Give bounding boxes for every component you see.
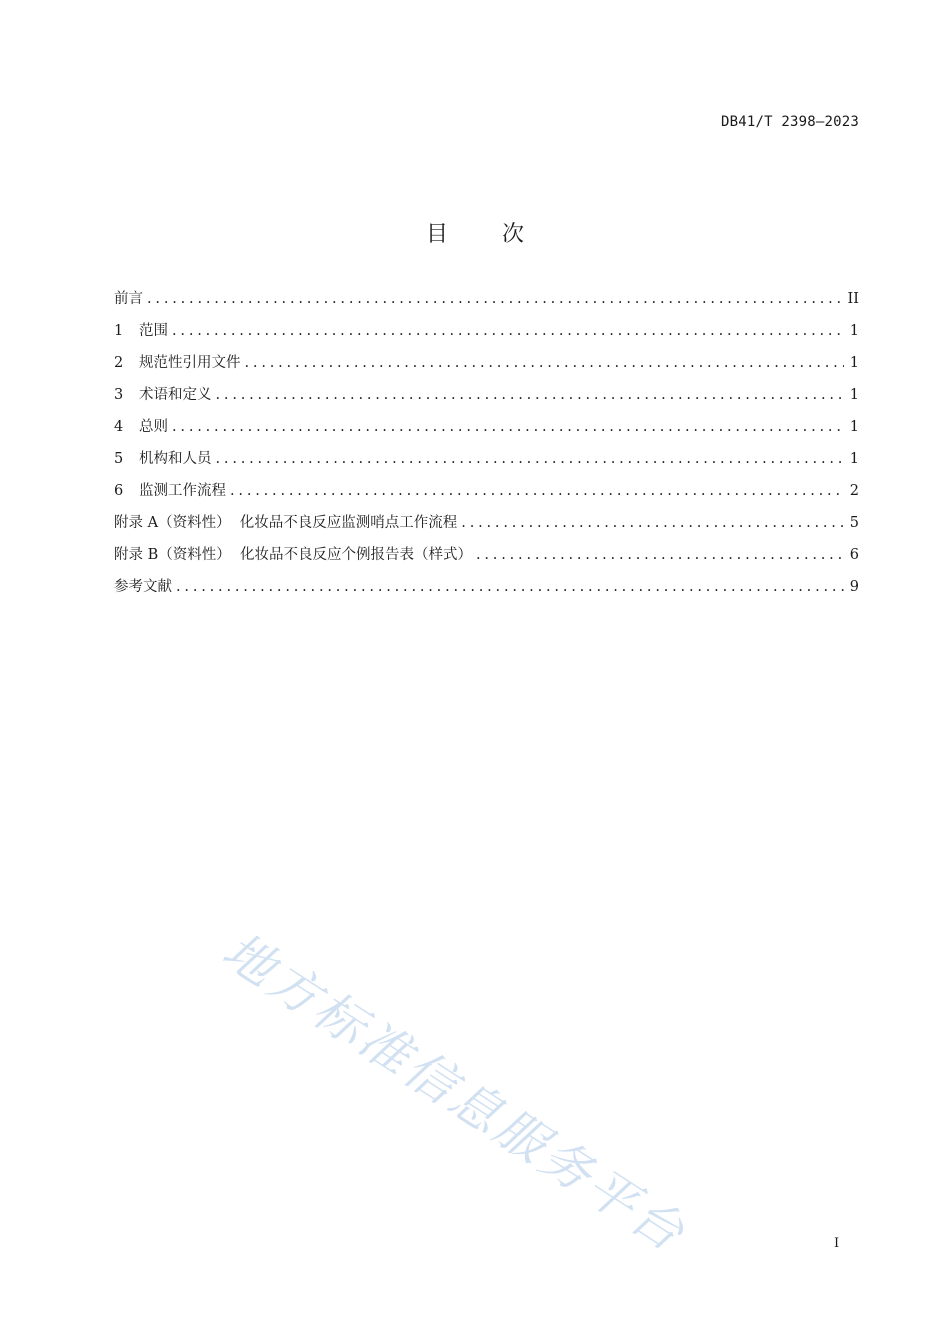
toc-entry-title: 术语和定义 — [139, 387, 212, 403]
page-title-char-2: 次 — [502, 221, 525, 247]
toc-page-number: 9 — [849, 579, 859, 595]
toc-entry-appendix-a[interactable] — [114, 513, 859, 545]
table-of-contents — [114, 289, 859, 609]
toc-leader-dots — [172, 321, 844, 341]
toc-entry-organization-personnel[interactable] — [114, 449, 859, 481]
toc-entry-title: 参考文献 — [114, 579, 172, 595]
toc-entry-foreword[interactable] — [114, 289, 859, 321]
toc-entry-number: 4 — [114, 419, 124, 435]
footer-page-number: I — [834, 1236, 840, 1251]
toc-entry-title: 范围 — [139, 323, 168, 339]
toc-leader-dots — [461, 513, 843, 533]
toc-leader-dots — [216, 385, 844, 405]
toc-page-number: 6 — [849, 547, 859, 563]
toc-page-number: 1 — [849, 323, 859, 339]
toc-entry-title: 监测工作流程 — [139, 483, 226, 499]
toc-entry-title: 前言 — [114, 291, 143, 307]
toc-page-number: 1 — [849, 387, 859, 403]
toc-entry-terms-definitions[interactable] — [114, 385, 859, 417]
toc-leader-dots — [476, 545, 844, 565]
toc-entry-title: 附录 B（资料性） 化妆品不良反应个例报告表（样式） — [114, 547, 472, 563]
toc-leader-dots — [230, 481, 844, 501]
toc-page-number: II — [847, 291, 859, 307]
toc-entry-general[interactable] — [114, 417, 859, 449]
toc-leader-dots — [176, 577, 844, 597]
toc-entry-number: 1 — [114, 323, 124, 339]
page-title — [0, 217, 950, 248]
toc-leader-dots — [172, 417, 844, 437]
toc-entry-number: 3 — [114, 387, 124, 403]
document-code: DB41/T 2398—2023 — [720, 114, 859, 130]
toc-entry-number: 6 — [114, 483, 124, 499]
toc-entry-normative-references[interactable] — [114, 353, 859, 385]
toc-leader-dots — [245, 353, 844, 373]
toc-entry-title: 总则 — [139, 419, 168, 435]
toc-page-number: 1 — [849, 419, 859, 435]
toc-leader-dots — [147, 289, 842, 309]
toc-page-number: 2 — [849, 483, 859, 499]
toc-entry-monitoring-workflow[interactable] — [114, 481, 859, 513]
toc-entry-scope[interactable] — [114, 321, 859, 353]
toc-entry-bibliography[interactable] — [114, 577, 859, 609]
toc-page-number: 1 — [849, 355, 859, 371]
toc-entry-number: 2 — [114, 355, 124, 371]
watermark: 地方标准信息服务平台 — [212, 921, 697, 1264]
toc-page-number: 1 — [849, 451, 859, 467]
toc-entry-title: 规范性引用文件 — [139, 355, 241, 371]
toc-entry-appendix-b[interactable] — [114, 545, 859, 577]
toc-entry-number: 5 — [114, 451, 124, 467]
toc-entry-title: 机构和人员 — [139, 451, 212, 467]
toc-leader-dots — [216, 449, 844, 469]
toc-entry-title: 附录 A（资料性） 化妆品不良反应监测哨点工作流程 — [114, 515, 458, 531]
page-title-char-1: 目 — [425, 221, 448, 247]
toc-page-number: 5 — [849, 515, 859, 531]
